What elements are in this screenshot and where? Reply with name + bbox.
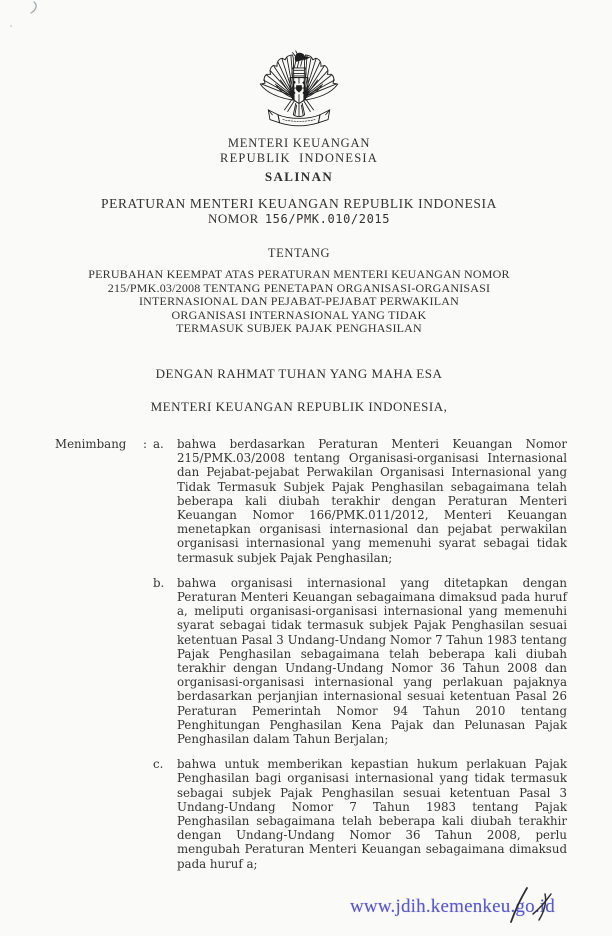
subject-line: ORGANISASI INTERNASIONAL YANG TIDAK [171, 307, 427, 322]
consideration-item-a [55, 437, 567, 565]
colon-separator: : [143, 437, 147, 451]
item-text: bahwa organisasi internasional yang ditetapkan dengan Peraturan Menteri Keuangan sebagaimana dimaksud pada huruf a, meliputi organisasi-organisasi internasional yang memenuhi syarat sebagai tidak termasuk subjek Pajak Penghasilan sesuai ketentuan Pasal 3 Undang-Undang Nomor 7 Tahun 1983 tentang Pajak Penghasilan sebagaimana telah beberapa kali diubah terakhir dengan Undang-Undang Nomor 36 Tahun 2008 dan organisasi-organisasi internasional yang perlakuan pajaknya berdasarkan perjanjian internasional sesuai ketentuan Pasal 26 Peraturan Pemerintah Nomor 94 Tahun 2010 tentang Penghitungan Penghasilan Kena Pajak dan Pelunasan Pajak Penghasilan dalam Tahun Berjalan; [177, 575, 567, 747]
scan-speck [10, 25, 12, 27]
number-label: NOMOR [207, 211, 259, 226]
subject-block [0, 268, 598, 336]
regulation-number [0, 211, 598, 227]
number-value: 156/PMK.010/2015 [264, 212, 391, 226]
consideration-item-b [55, 576, 567, 746]
jdih-watermark-link[interactable]: www.jdih.kemenkeu.go.id [350, 896, 555, 917]
subject-line: PERUBAHAN KEEMPAT ATAS PERATURAN MENTERI KEUANGAN NOMOR [88, 267, 510, 281]
republic-name: REPUBLIK INDONESIA [220, 151, 378, 165]
item-text: bahwa untuk memberikan kepastian hukum perlakuan Pajak Penghasilan bagi organisasi internasional yang tidak termasuk sebagai subjek Pajak Penghasilan sesuai ketentuan Pasal 3 Undang-Undang Nomor 7 Tahun 1983 tentang Pajak Penghasilan sebagaimana telah beberapa kali diubah terakhir dengan Undang-Undang Nomor 36 Tahun 2008, perlu mengubah Peraturan Menteri Keuangan sebagaimana dimaksud pada huruf a; [177, 757, 567, 871]
authority-line: MENTERI KEUANGAN REPUBLIK INDONESIA, [150, 399, 448, 414]
copy-stamp: SALINAN [264, 169, 334, 184]
about-label: TENTANG [267, 246, 331, 260]
item-letter: a. [153, 437, 164, 451]
item-letter: b. [153, 575, 165, 590]
garuda-emblem-icon [257, 50, 341, 131]
pen-scribble-icon [26, 0, 44, 16]
consideration-item-c [55, 757, 567, 871]
item-letter: c. [153, 757, 164, 772]
regulation-title: PERATURAN MENTERI KEUANGAN REPUBLIK INDONESIA [101, 196, 497, 211]
item-text: bahwa berdasarkan Peraturan Menteri Keuangan Nomor 215/PMK.03/2008 tentang Organisasi-organisasi Internasional dan Pejabat-pejabat Perwakilan Organisasi Internasional yang Tidak Termasuk Subjek Pajak Penghasilan sebagaimana telah beberapa kali diubah terakhir dengan Peraturan Menteri Keuangan Nomor 166/PMK.011/2012, Menteri Keuangan menetapkan organisasi internasional dan pejabat perwakilan organisasi internasional yang memenuhi syarat sebagai tidak termasuk subjek Pajak Penghasilan; [177, 437, 567, 565]
considerations-section [55, 437, 567, 882]
menimbang-label: Menimbang [55, 437, 127, 451]
subject-line: 215/PMK.03/2008 TENTANG PENETAPAN ORGANISASI-ORGANISASI [107, 280, 491, 295]
ministry-name: MENTERI KEUANGAN [227, 136, 371, 150]
subject-line: TERMASUK SUBJEK PAJAK PENGHASILAN [176, 321, 422, 336]
subject-line: INTERNASIONAL DAN PEJABAT-PEJABAT PERWAKILAN [138, 294, 460, 309]
invocation: DENGAN RAHMAT TUHAN YANG MAHA ESA [155, 366, 443, 381]
